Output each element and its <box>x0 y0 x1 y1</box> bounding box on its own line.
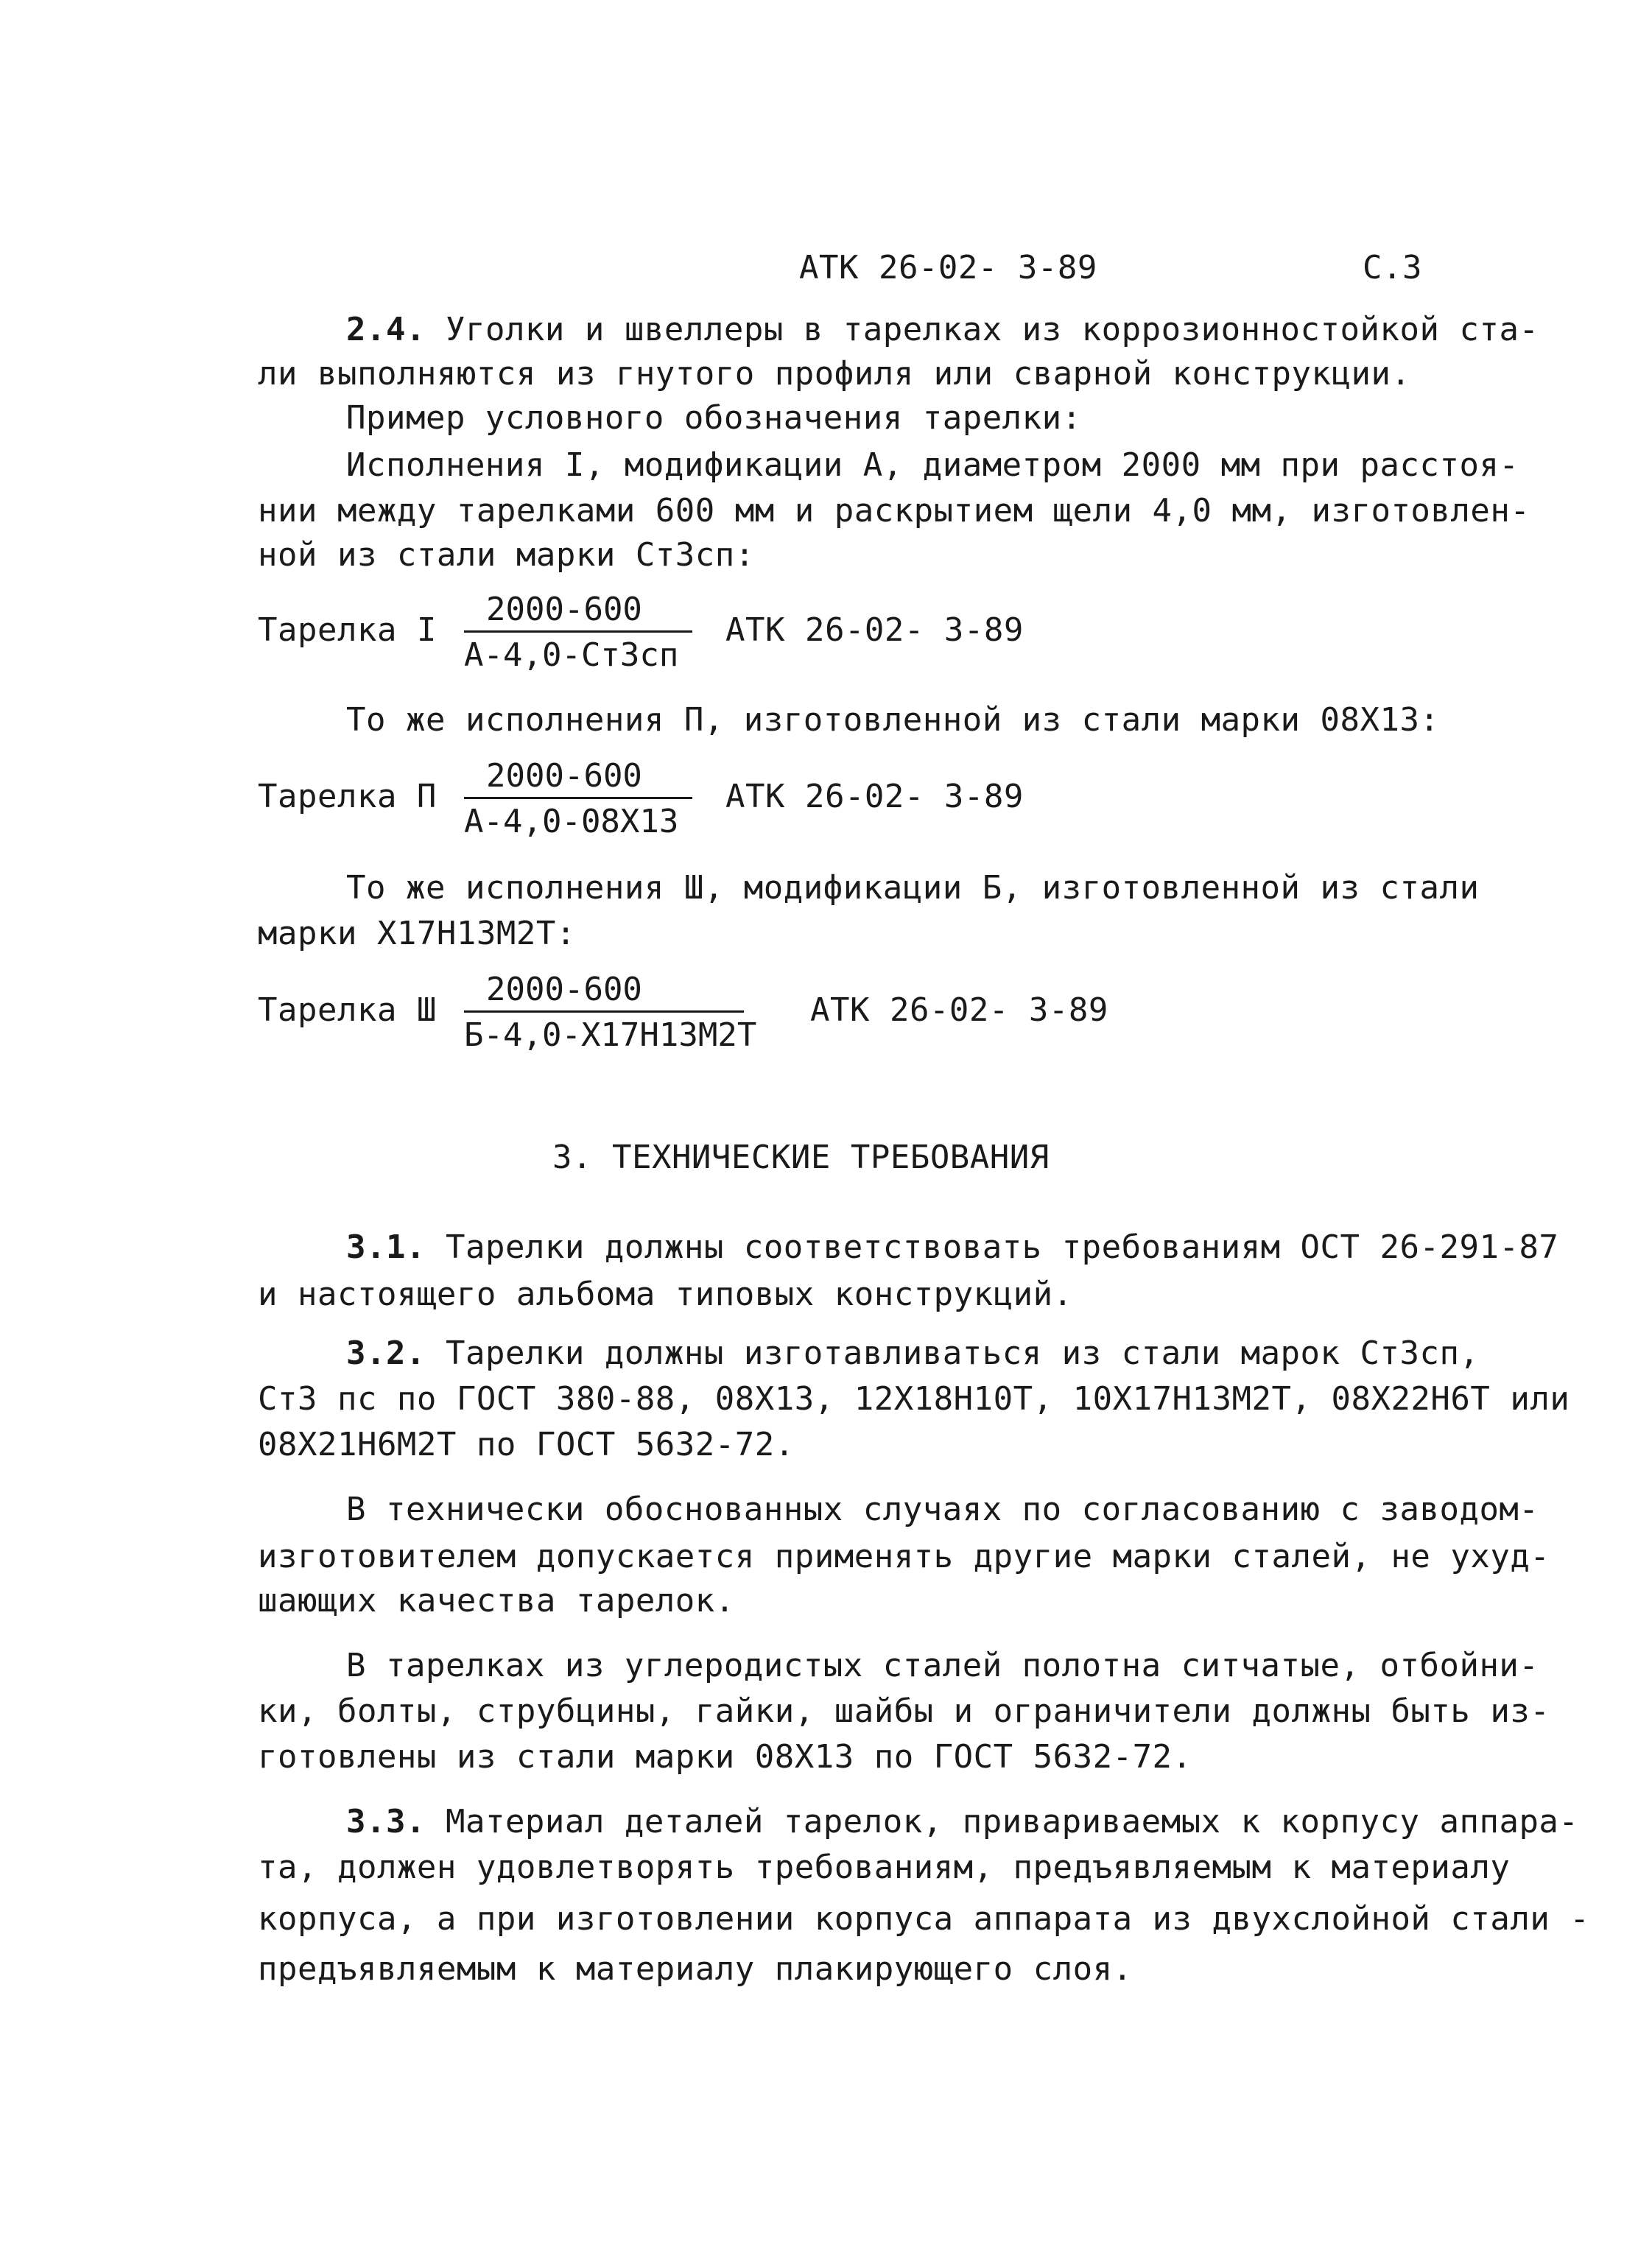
page-number: С.3 <box>1363 249 1422 286</box>
paragraph-3-2b-line-1: В технически обоснованных случаях по согласованию с заводом- <box>346 1491 1539 1528</box>
fraction-numerator: 2000-600 <box>486 971 642 1008</box>
designation-1-doc: АТК 26-02- 3-89 <box>725 611 1024 649</box>
same-execution-line: То же исполнения П, изготовленной из стали марки 08Х13: <box>346 701 1440 739</box>
paragraph-3-2c-line-3: готовлены из стали марки 08Х13 по ГОСТ 5632-72. <box>258 1738 1192 1776</box>
paragraph-text: Тарелки должны изготавливаться из стали марок Ст3сп, <box>445 1335 1480 1372</box>
paragraph-3-2b-line-2: изготовителем допускается применять другие марки сталей, не ухуд- <box>258 1538 1550 1575</box>
paragraph-number: 3.3. <box>346 1803 426 1840</box>
paragraph-3-3-line-2: та, должен удовлетворять требованиям, предъявляемым к материалу <box>258 1849 1511 1886</box>
example-line-1: Исполнения I, модификации А, диаметром 2000 мм при расстоя- <box>346 446 1519 484</box>
fraction-denominator: Б-4,0-Х17Н13М2Т <box>464 1016 757 1054</box>
fraction-numerator: 2000-600 <box>486 757 642 795</box>
paragraph-number: 3.2. <box>346 1335 426 1372</box>
fraction-bar <box>464 797 692 799</box>
paragraph-number: 2.4. <box>346 311 426 348</box>
designation-3-fraction <box>464 969 757 1058</box>
paragraph-3-2-line-3: 08Х21Н6М2Т по ГОСТ 5632-72. <box>258 1426 795 1463</box>
paragraph-3-3-line-1 <box>346 1801 1578 1843</box>
designation-3-label: Тарелка Ш <box>258 991 437 1029</box>
paragraph-3-2c-line-1: В тарелках из углеродистых сталей полотна ситчатые, отбойни- <box>346 1647 1539 1684</box>
doc-code-header: АТК 26-02- 3-89 <box>799 249 1097 286</box>
example-intro: Пример условного обозначения тарелки: <box>346 399 1082 437</box>
fraction-denominator: А-4,0-Ст3сп <box>464 636 679 674</box>
paragraph-text: Материал деталей тарелок, привариваемых к корпусу аппара- <box>445 1803 1579 1840</box>
paragraph-text: Уголки и швеллеры в тарелках из коррозионностойкой ста- <box>445 311 1539 348</box>
fraction-numerator: 2000-600 <box>486 591 642 628</box>
paragraph-2-4-line-2: ли выполняются из гнутого профиля или сварной конструкции. <box>258 355 1411 393</box>
section-3-title: 3. ТЕХНИЧЕСКИЕ ТРЕБОВАНИЯ <box>552 1139 1050 1176</box>
paragraph-3-1-line-2: и настоящего альбома типовых конструкций. <box>258 1276 1073 1313</box>
paragraph-3-2-line-1 <box>346 1333 1479 1374</box>
designation-2-doc: АТК 26-02- 3-89 <box>725 778 1024 815</box>
same-execution-2-line-1: То же исполнения Ш, модификации Б, изготовленной из стали <box>346 869 1480 907</box>
example-line-2: нии между тарелками 600 мм и раскрытием щели 4,0 мм, изготовлен- <box>258 492 1530 530</box>
fraction-denominator: А-4,0-08Х13 <box>464 803 679 840</box>
paragraph-3-2b-line-3: шающих качества тарелок. <box>258 1582 735 1620</box>
paragraph-3-3-line-3: корпуса, а при изготовлении корпуса аппарата из двухслойной стали - <box>258 1900 1590 1938</box>
paragraph-3-2c-line-2: ки, болты, струбцины, гайки, шайбы и ограничители должны быть из- <box>258 1692 1550 1730</box>
paragraph-3-1-line-1 <box>346 1227 1558 1268</box>
paragraph-3-2-line-2: Ст3 пс по ГОСТ 380-88, 08Х13, 12Х18Н10Т, 10Х17Н13М2Т, 08Х22Н6Т или <box>258 1380 1570 1418</box>
example-line-3: ной из стали марки Ст3сп: <box>258 536 755 574</box>
designation-1-label: Тарелка I <box>258 611 437 649</box>
designation-2-fraction <box>464 756 692 844</box>
fraction-bar <box>464 630 692 633</box>
paragraph-3-3-line-4: предъявляемым к материалу плакирующего слоя. <box>258 1950 1133 1988</box>
fraction-bar <box>464 1010 744 1013</box>
designation-1-fraction <box>464 589 692 678</box>
designation-3-doc: АТК 26-02- 3-89 <box>810 991 1108 1029</box>
same-execution-2-line-2: марки Х17Н13М2Т: <box>258 915 576 952</box>
paragraph-2-4-line-1 <box>346 309 1539 351</box>
paragraph-number: 3.1. <box>346 1228 426 1266</box>
paragraph-text: Тарелки должны соответствовать требованиям ОСТ 26-291-87 <box>445 1228 1559 1266</box>
designation-2-label: Тарелка П <box>258 778 437 815</box>
